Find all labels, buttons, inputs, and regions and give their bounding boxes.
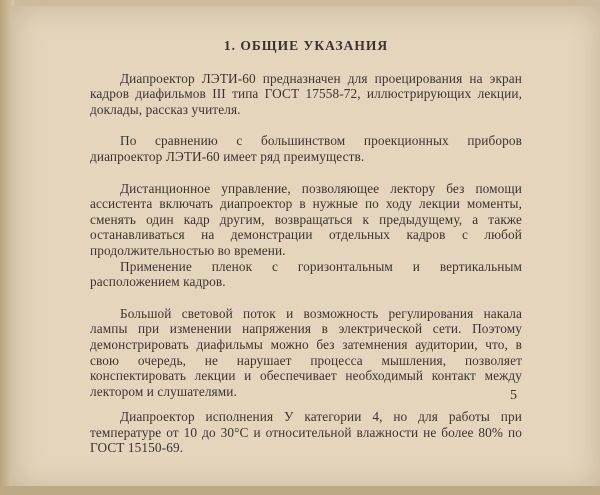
paragraph-advantages: По сравнению с большинством проекционных приборов диапроектор ЛЭТИ-60 имеет ряд преимуществ. <box>90 133 522 164</box>
section-title: 1. ОБЩИЕ УКАЗАНИЯ <box>223 38 389 53</box>
paragraph-film-orientation: Применение пленок с горизонтальным и вертикальным расположением кадров. <box>90 258 522 290</box>
paragraph-operating-conditions: Диапроектор исполнения У категории 4, но для работы при температуре от 10 до 30°С и относительной влажности не более 80% по ГОСТ 15150-69. <box>90 409 522 456</box>
page-bottom-edge <box>0 486 600 495</box>
paragraph-remote-control: Дистанционное управление, позволяющее лектору без помощи ассистента включать диапроектор в нужные по ходу лекции моменты, сменять один кадр другим, возвращаться к предыдущему, а также останавливаться на демонстрации отдельных кадров с любой продолжительностью во времени. <box>90 180 522 258</box>
page-number: 5 <box>510 388 517 403</box>
paragraph-light-flux: Большой световой поток и возможность регулирования накала лампы при изменении напряжения в электрической сети. Поэтому демонстрировать диафильмы можно без затемнения аудитории, что, в свою очередь, не нарушает процесса мышления, позволяет конспектировать лекции и обеспечивает необходимый контакт между лектором и слушателями. <box>90 305 522 399</box>
document-body <box>90 38 522 456</box>
paragraph-purpose: Диапроектор ЛЭТИ-60 предназначен для проецирования на экран кадров диафильмов III типа ГОСТ 17558-72, иллюстрирующих лекции, доклады, рассказ учителя. <box>90 70 522 117</box>
